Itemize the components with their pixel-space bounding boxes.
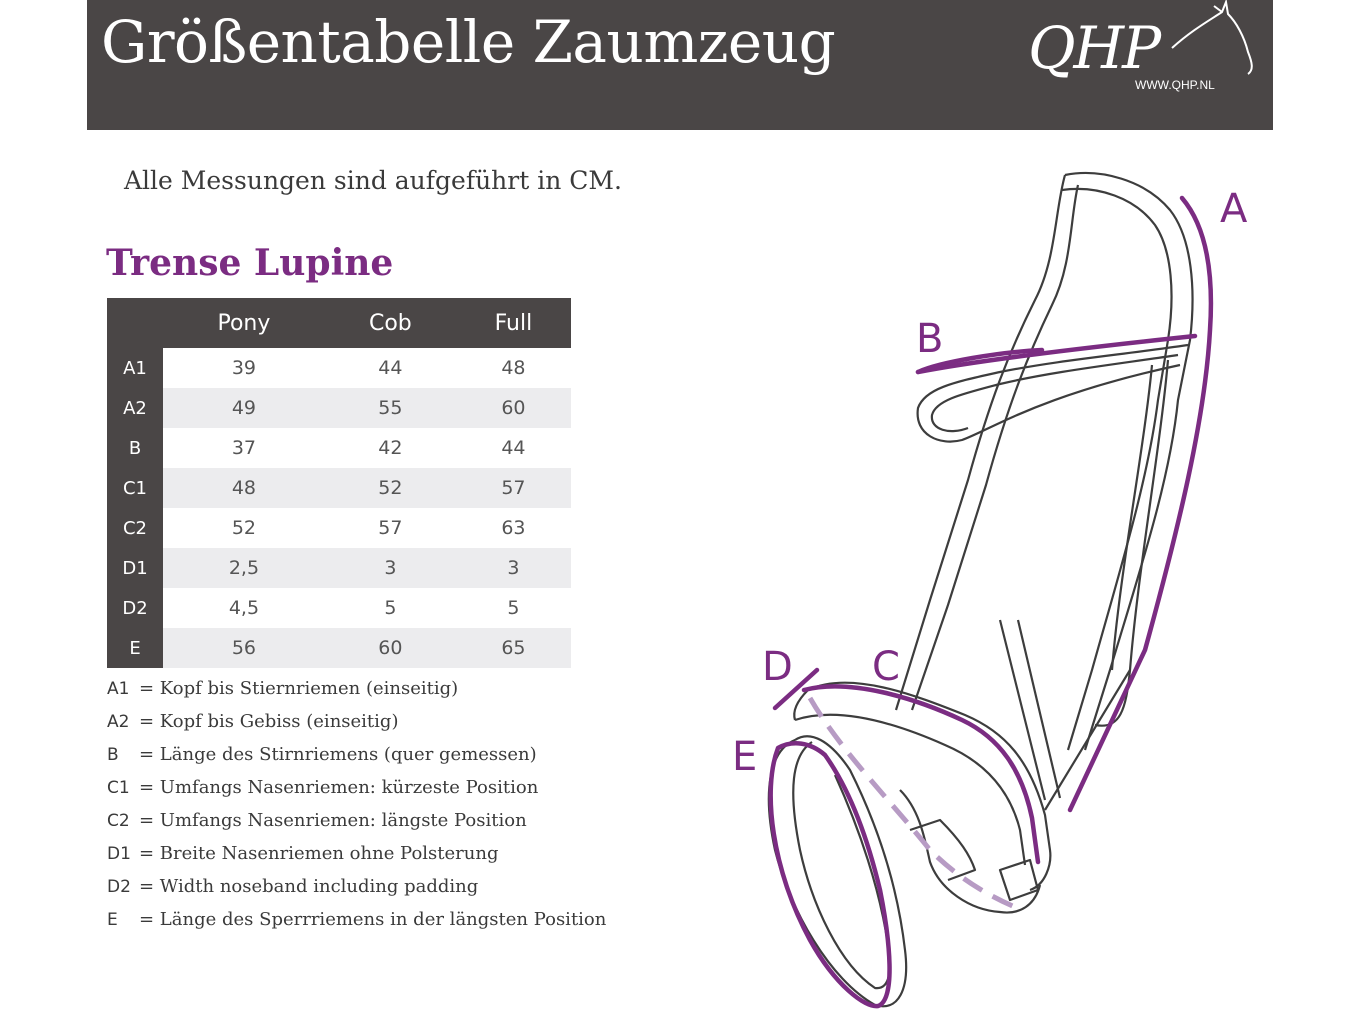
table-row [107, 388, 571, 428]
legend-code: D1 [107, 844, 131, 864]
table-cell: 56 [163, 628, 325, 668]
page-title: Größentabelle Zaumzeug [101, 8, 836, 76]
row-label: C1 [107, 468, 163, 508]
legend-item [107, 806, 606, 839]
row-label: A2 [107, 388, 163, 428]
legend-item [107, 839, 606, 872]
legend-text: = Kopf bis Gebiss (einseitig) [139, 711, 399, 732]
product-title: Trense Lupine [106, 242, 394, 284]
legend-text: = Width noseband including padding [139, 876, 479, 897]
table-cell: 42 [325, 428, 456, 468]
row-label: C2 [107, 508, 163, 548]
table-cell: 37 [163, 428, 325, 468]
legend-text: = Länge des Stirnriemens (quer gemessen) [139, 744, 537, 765]
column-header: Pony [163, 298, 325, 348]
legend-code: C2 [107, 811, 130, 831]
legend-text: = Breite Nasenriemen ohne Polsterung [139, 843, 499, 864]
table-cell: 48 [163, 468, 325, 508]
table-row [107, 628, 571, 668]
bridle-diagram [700, 150, 1300, 1015]
measurement-note: Alle Messungen sind aufgeführt in CM. [124, 166, 622, 195]
label-d: D [762, 644, 793, 690]
table-cell: 57 [456, 468, 571, 508]
legend-item [107, 905, 606, 938]
table-row [107, 348, 571, 388]
table-row [107, 468, 571, 508]
legend-code: B [107, 745, 119, 765]
table-cell: 52 [325, 468, 456, 508]
bridle-outline [769, 173, 1193, 1006]
legend-item [107, 740, 606, 773]
legend-item [107, 674, 606, 707]
column-header: Full [456, 298, 571, 348]
table-cell: 5 [325, 588, 456, 628]
table-row [107, 588, 571, 628]
table-cell: 57 [325, 508, 456, 548]
row-label: A1 [107, 348, 163, 388]
measure-line-a [1070, 198, 1211, 810]
column-header: Cob [325, 298, 456, 348]
table-cell: 63 [456, 508, 571, 548]
table-cell: 3 [456, 548, 571, 588]
table-cell: 5 [456, 588, 571, 628]
table-row [107, 548, 571, 588]
table-cell: 55 [325, 388, 456, 428]
table-row [107, 508, 571, 548]
legend-code: E [107, 910, 118, 930]
legend-code: A2 [107, 712, 130, 732]
table-cell: 48 [456, 348, 571, 388]
row-label: B [107, 428, 163, 468]
row-label: D1 [107, 548, 163, 588]
qhp-logo [1022, 0, 1262, 110]
label-e: E [732, 734, 758, 780]
table-cell: 39 [163, 348, 325, 388]
legend-item [107, 707, 606, 740]
table-cell: 2,5 [163, 548, 325, 588]
legend-item [107, 773, 606, 806]
legend-text: = Kopf bis Stiernriemen (einseitig) [139, 678, 459, 699]
row-label: E [107, 628, 163, 668]
label-c: C [872, 644, 900, 690]
table-cell: 60 [325, 628, 456, 668]
table-row [107, 428, 571, 468]
table-corner-cell [107, 298, 163, 348]
legend-item [107, 872, 606, 905]
label-a: A [1220, 186, 1248, 232]
table-cell: 65 [456, 628, 571, 668]
legend-code: C1 [107, 778, 130, 798]
table-cell: 3 [325, 548, 456, 588]
measurement-legend [107, 674, 606, 938]
legend-code: D2 [107, 877, 131, 897]
legend-text: = Umfangs Nasenriemen: längste Position [139, 810, 527, 831]
label-b: B [916, 316, 944, 362]
table-cell: 52 [163, 508, 325, 548]
table-header-row [107, 298, 571, 348]
measure-line-b [918, 336, 1195, 372]
logo-url: WWW.QHP.NL [1135, 78, 1215, 92]
measurement-lines [771, 198, 1211, 1006]
row-label: D2 [107, 588, 163, 628]
legend-code: A1 [107, 679, 130, 699]
header-banner [87, 0, 1273, 130]
table-cell: 60 [456, 388, 571, 428]
legend-text: = Länge des Sperrriemens in der längsten Position [139, 909, 607, 930]
logo-text: QHP [1028, 14, 1160, 82]
table-cell: 44 [325, 348, 456, 388]
table-cell: 44 [456, 428, 571, 468]
legend-text: = Umfangs Nasenriemen: kürzeste Position [139, 777, 539, 798]
size-table [107, 298, 571, 668]
table-cell: 4,5 [163, 588, 325, 628]
table-cell: 49 [163, 388, 325, 428]
